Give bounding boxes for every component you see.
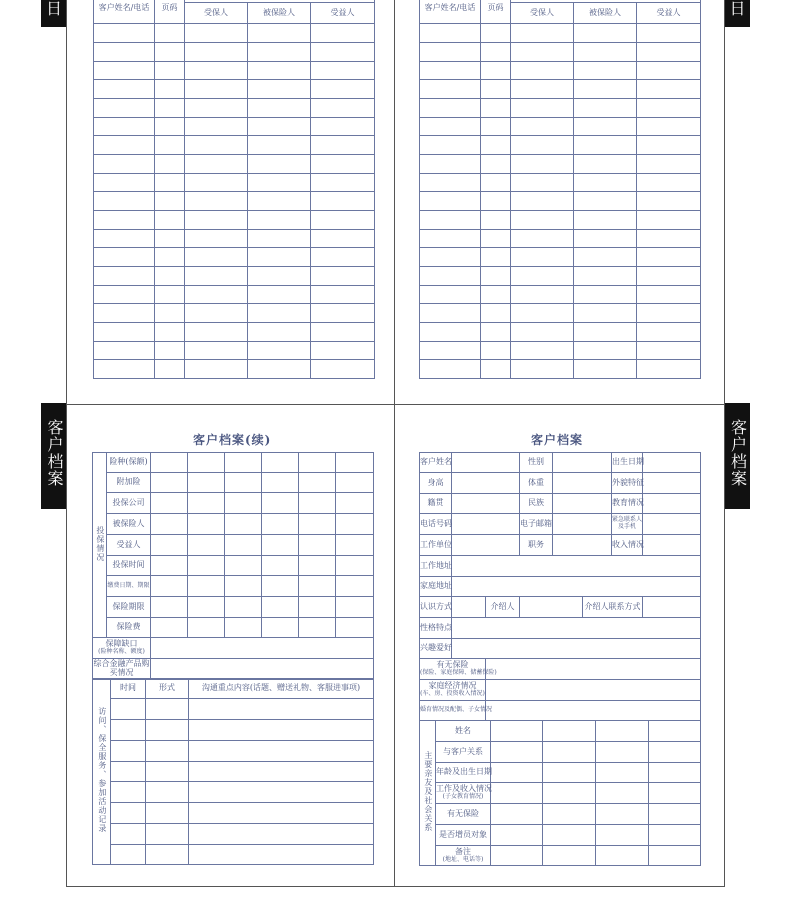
page-title: 客户档案 [531, 433, 584, 447]
section-family: 主要亲友及社会关系 [420, 721, 436, 866]
index-table-right [419, 0, 701, 379]
row-label: 投保公司 [107, 493, 151, 514]
label-personality: 性格特点 [420, 618, 452, 639]
row-label: 投保时间 [107, 556, 151, 576]
label-weight: 体重 [520, 473, 553, 494]
page-top-left [66, 0, 395, 404]
index-row [94, 136, 375, 155]
tab-side-right: 客户档案 [725, 403, 750, 509]
page-profile-continued [66, 404, 395, 887]
index-row [420, 43, 701, 62]
label-f-prospect: 是否增员对象 [436, 825, 491, 846]
index-row [420, 80, 701, 99]
label-hobby: 兴趣爱好 [420, 639, 452, 659]
index-row [420, 155, 701, 174]
col-form: 形式 [146, 679, 189, 699]
index-rows-right [420, 24, 701, 379]
index-row [420, 230, 701, 248]
label-income: 收入情况 [612, 535, 643, 556]
section-insurance: 投保情况 [93, 453, 107, 638]
tab-top-right: 日 [725, 0, 750, 27]
label-f-insured: 有无保险 [436, 804, 491, 825]
label-f-note: 备注 (地址、电话等) [436, 846, 491, 866]
index-row [94, 155, 375, 174]
index-row [94, 62, 375, 80]
index-row [94, 118, 375, 136]
tab-top-left: 日 [41, 0, 67, 27]
page-profile [395, 404, 725, 887]
product-label: 综合金融产品购买情况 [93, 659, 151, 680]
label-f-work: 工作及收入情况 (子女教育情况) [436, 783, 491, 804]
label-home-addr: 家庭地址 [420, 577, 452, 597]
label-marriage: 婚育情况及配偶、子女情况 [420, 701, 486, 721]
insurance-table [92, 452, 374, 680]
index-row [94, 342, 375, 360]
label-family-econ: 家庭经济情况 (车、房、投资收入情况) [420, 680, 486, 701]
col-customer: 客户姓名/电话 [94, 0, 155, 24]
label-insurance-owned: 有无保险 (保险、家庭保障、储蓄保险) [420, 659, 486, 680]
label-met-how: 认识方式 [420, 597, 452, 618]
index-row [94, 192, 375, 211]
index-row [420, 342, 701, 360]
label-birth: 出生日期 [612, 453, 643, 473]
index-row [420, 24, 701, 43]
index-row [420, 323, 701, 342]
row-label: 保险期限 [107, 597, 151, 618]
col-policyholder: 被保险人 [248, 3, 311, 24]
index-row [420, 286, 701, 304]
label-referrer-contact: 介绍人联系方式 [583, 597, 643, 618]
index-row [94, 43, 375, 62]
profile-table [419, 452, 701, 721]
index-row [420, 267, 701, 286]
visit-table [92, 678, 374, 865]
index-row [94, 360, 375, 379]
label-emergency: 紧急联系人及手机 [612, 514, 643, 535]
row-label: 缴费日期、期限 [107, 576, 151, 597]
row-label: 受益人 [107, 535, 151, 556]
col-insured-person: 受保人 [185, 3, 248, 24]
label-education: 教育情况 [612, 494, 643, 514]
col-insured-person: 受保人 [511, 3, 574, 24]
index-row [94, 323, 375, 342]
gap-label: 保障缺口 (险种名称、额度) [93, 638, 151, 659]
index-row [94, 80, 375, 99]
index-row [94, 230, 375, 248]
col-beneficiary: 受益人 [311, 3, 375, 24]
index-row [420, 304, 701, 323]
family-table [419, 720, 701, 866]
col-page: 页码 [481, 0, 511, 24]
page-title: 客户档案(续) [193, 433, 272, 447]
index-row [420, 248, 701, 267]
label-origin: 籍贯 [420, 494, 452, 514]
page-top-right [395, 0, 725, 404]
index-table-left [93, 0, 375, 379]
label-gender: 性别 [520, 453, 553, 473]
label-height: 身高 [420, 473, 452, 494]
index-row [420, 192, 701, 211]
row-label: 被保险人 [107, 514, 151, 535]
tab-side-left: 客户档案 [41, 403, 67, 509]
index-rows-left [94, 24, 375, 379]
index-row [94, 304, 375, 323]
index-row [94, 99, 375, 118]
index-row [420, 174, 701, 192]
index-row [94, 286, 375, 304]
index-row [94, 174, 375, 192]
index-row [420, 360, 701, 379]
row-label: 保险费 [107, 618, 151, 638]
index-row [420, 136, 701, 155]
label-employer: 工作单位 [420, 535, 452, 556]
label-f-name: 姓名 [436, 721, 491, 742]
label-referrer: 介绍人 [486, 597, 520, 618]
index-row [94, 24, 375, 43]
label-ethnic: 民族 [520, 494, 553, 514]
row-label: 险种(保额) [107, 453, 151, 473]
label-appearance: 外貌特征 [612, 473, 643, 494]
label-phone: 电话号码 [420, 514, 452, 535]
label-f-age: 年龄及出生日期 [436, 763, 491, 783]
col-beneficiary: 受益人 [637, 3, 701, 24]
col-content: 沟通重点内容(话题、赠送礼物、客服进事项) [189, 679, 374, 699]
index-row [420, 99, 701, 118]
col-customer: 客户姓名/电话 [420, 0, 481, 24]
index-row [94, 211, 375, 230]
section-visit: 访问、保全服务、参加活动记录 [93, 679, 111, 865]
label-f-relation: 与客户关系 [436, 742, 491, 763]
label-work-addr: 工作地址 [420, 556, 452, 577]
label-position: 职务 [520, 535, 553, 556]
col-time: 时间 [111, 679, 146, 699]
index-row [420, 211, 701, 230]
index-row [420, 62, 701, 80]
index-row [420, 118, 701, 136]
label-email: 电子邮箱 [520, 514, 553, 535]
col-policyholder: 被保险人 [574, 3, 637, 24]
label-name: 客户姓名 [420, 453, 452, 473]
index-row [94, 248, 375, 267]
index-row [94, 267, 375, 286]
col-page: 页码 [155, 0, 185, 24]
row-label: 附加险 [107, 473, 151, 493]
